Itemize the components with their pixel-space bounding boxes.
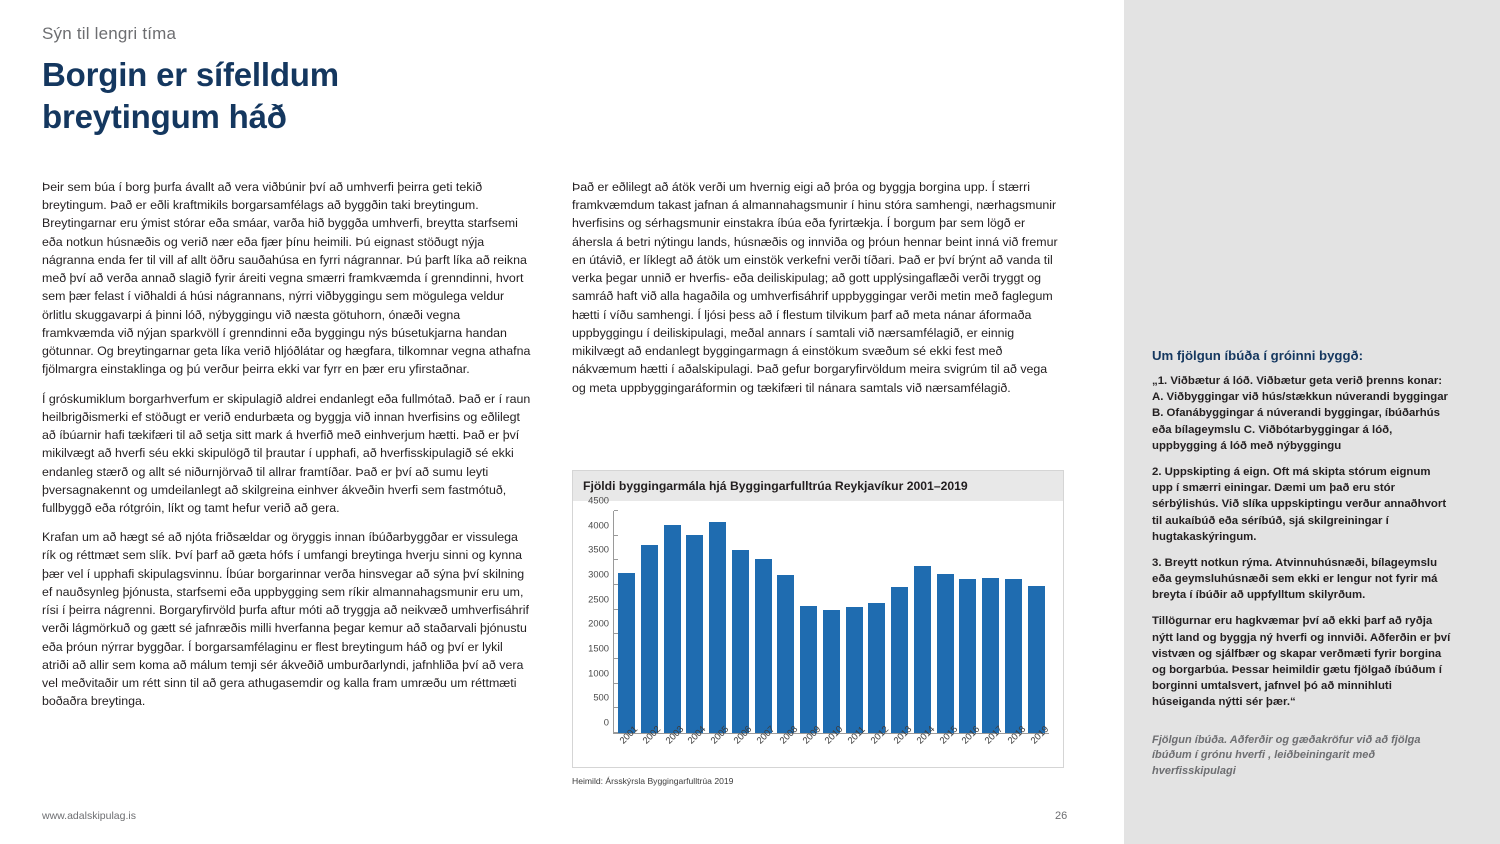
chart-x-tick-label: 2010 xyxy=(822,723,845,746)
chart-y-tick-label: 1000 xyxy=(588,667,609,679)
chart-y-tick-mark xyxy=(614,707,618,708)
chart-y-tick-mark xyxy=(614,510,618,511)
footer-url[interactable]: www.adalskipulag.is xyxy=(42,810,136,822)
chart-y-tick-label: 1500 xyxy=(588,642,609,654)
chart-x-tick-label: 2013 xyxy=(890,723,914,746)
chart-x-tick-label: 2005 xyxy=(708,723,731,746)
chart-x-tick-label: 2017 xyxy=(982,723,1005,746)
chart-y-tick-label: 3500 xyxy=(588,543,609,555)
chart-bar xyxy=(868,603,885,733)
chart-bar xyxy=(914,566,931,733)
chart-bar xyxy=(664,525,681,733)
chart-bar xyxy=(686,535,703,733)
page-title-line1: Borgin er sífelldum xyxy=(42,56,339,93)
chart-y-tick-label: 4500 xyxy=(588,494,609,506)
body-column-left xyxy=(42,178,532,722)
chart-y-tick-mark xyxy=(614,584,618,585)
paragraph: Í gróskumiklum borgarhverfum er skipulagið aldrei endanlegt eða fullmótað. Það er í raun heilbrigðismerki ef stöðugt er verið endurbæta og byggja við innan hverfisins og eðlilegt að íbúarnir hafi tækifæri til að setja sitt mark á hverfið með einhverjum hætti. Það er því mikilvægt að hverfi séu ekki skipulögð til þrautar í upphafi, að hverfisskipulagið sé ekki endanleg stærð og allt sé niðurnjörvað til allrar framtíðar. Það er því að sumu leyti þversagnakennt og umdeilanlegt að skilgreina einhver ákveðin hverfi sem fastmótuð, fullbyggð eða rótgróin, líkt og tamt hefur verið að gera. xyxy=(42,391,531,515)
side-paragraph: „1. Viðbætur á lóð. Viðbætur geta verið þrenns konar: A. Viðbyggingar við hús/stækkun núverandi byggingar B. Ofanábyggingar á núverandi byggingar, íbúðarhús eða bílageymslu C. Viðbótarbyggingar á lóð, uppbygging á lóð með nýbyggingu xyxy=(1152,375,1448,452)
chart-x-tick-label: 2014 xyxy=(913,723,937,746)
side-panel-content xyxy=(1152,348,1452,779)
chart-bar xyxy=(937,574,954,733)
page-title xyxy=(42,54,742,138)
paragraph: Þeir sem búa í borg þurfa ávallt að vera viðbúnir því að umhverfi þeirra geti tekið breytingum. Það er eðli kraftmikils borgarsamfélags að byggðin taki breytingum. Breytingarnar eru ýmist stórar eða smáar, varða hið byggða umhverfi, breytta starfsemi eða notkun húsnæðis og verið nær eða fjær þínu heimili. Þú eignast stöðugt nýja nágranna enda fer til vill af allt öðru sauðahúsa en fyrri nágrannar. Þú þarft líka að reikna með því að verða annað slagið fyrir áreiti vegna smærri framkvæmda í grenndinni, hvort sem þær felast í viðhaldi á húsi nágrannans, nýrri viðbyggingu sem mögulega veldur örlitlu skuggavarpi á þinni lóð, nýbyggingu við næsta götuhorn, ónæði vegna framkvæmda við nýjan sparkvöll í grenndinni eða byggingu nýs búsetukjarna handan götunnar. Og breytingarnar geta líka verið hljóðlátar og hægfara, tilkomnar vegna athafna fjölmargra einstaklinga og þú verður þeirra ekki var fyrr en þær eru yfirstaðnar. xyxy=(42,180,531,377)
chart-y-tick-label: 500 xyxy=(593,691,609,703)
side-paragraph: Tillögurnar eru hagkvæmar því að ekki þarf að ryðja nýtt land og byggja ný hverfi og innviði. Aðferðin er því vistvæn og sjálfbær og skapar verðmæti fyrir borgina og borgarbúa. Þessar heimildir gætu fjölgað íbúðum í borginni umtalsvert, jafnvel þó að minnihluti húseiganda nýtti sér þær.“ xyxy=(1152,615,1451,709)
side-panel-citation: Fjölgun íbúða. Aðferðir og gæðakröfur við að fjölga íbúðum í grónu hverfi , leiðbeiningarit með hverfisskipulagi xyxy=(1152,733,1421,777)
chart-bar xyxy=(1005,579,1022,733)
footer-page-number: 26 xyxy=(1055,810,1068,822)
chart-bar xyxy=(846,607,863,733)
chart-bar xyxy=(732,550,749,733)
chart-x-tick-label: 2001 xyxy=(617,723,640,746)
chart-y-tick-mark xyxy=(614,732,618,733)
chart-x-tick-label: 2008 xyxy=(776,723,800,746)
chart-bar xyxy=(618,573,635,733)
chart-y-tick-mark xyxy=(614,535,618,536)
chart-y-tick-label: 3000 xyxy=(588,568,609,580)
side-panel xyxy=(1124,0,1500,844)
chart-bars xyxy=(614,511,1049,733)
eyebrow-text: Sýn til lengri tíma xyxy=(42,24,177,43)
page-header xyxy=(42,24,742,138)
chart-y-tick-label: 2500 xyxy=(588,593,609,605)
chart-y-tick-label: 2000 xyxy=(588,617,609,629)
chart-title: Fjöldi byggingarmála hjá Byggingarfulltrúa Reykjavíkur 2001–2019 xyxy=(572,470,1064,501)
page-title-line2: breytingum háð xyxy=(42,98,287,136)
paragraph: Krafan um að hægt sé að njóta friðsældar og öryggis innan íbúðarbyggðar er vissulega rík og réttmæt sem slík. Því þarf að gæta hófs í umfangi breytinga hverju sinni og kynna þær vel í upphafi skipulagsvinnu. Íbúar borgarinnar verða hinsvegar að sýna því skilning ef nauðsynleg þjónusta, starfsemi eða uppbygging sem ríkir almannahagsmunir eru um, rísi í þeirra nágrenni. Borgaryfirvöld þurfa aftur móti að tryggja að neikvæð umhverfisáhrif verði lágmörkuð og gætt sé jafnræðis milli hverfanna þegar kemur að staðarvali þjónustu eða þróun nýrrar byggðar. Í borgarsamfélaginu er flest breytingum háð og því er lykil atriði að allir sem koma að málum temji sér ákveðið umburðarlyndi, jafnhliða því að vera vel meðvitaðir um rétt sinn til að gera athugasemdir og kalla fram umræðu um réttmæti boðaðra breytinga. xyxy=(42,530,529,709)
side-paragraph: 3. Breytt notkun rýma. Atvinnuhúsnæði, bílageymslu eða geymsluhúsnæði sem ekki er lengur not fyrir má breyta í íbúðir að uppfylltum skilyrðum. xyxy=(1152,556,1438,602)
chart-figure xyxy=(572,470,1064,786)
chart-bar xyxy=(959,579,976,733)
chart-x-tick-label: 2009 xyxy=(799,723,823,746)
side-panel-body xyxy=(1152,373,1452,711)
chart-bar xyxy=(641,545,658,733)
paragraph: Það er eðlilegt að átök verði um hvernig eigi að þróa og byggja borgina upp. Í stærri framkvæmdum takast jafnan á almannahagsmunir í hinu stóra samhengi, nærhagsmunir hverfisins og sérhagsmunir einstakra íbúa eða fyrirtækja. Í borgum þar sem lögð er áhersla á betri nýtingu lands, húsnæðis og innviða og þróun hennar beint inná við fremur en útávið, er líklegt að átök um einstök verkefni verði tíðari. Það er því brýnt að vanda til verka þegar unnið er hverfis- eða deiliskipulag; að gott upplýsingaflæði verði tryggt og samráð haft við alla hagaðila og umhverfisáhrif uppbyggingar verði metin með faglegum hætti í víðu samhengi. Í ljósi þess að í flestum tilvikum þarf að meta nánar áformaða uppbyggingu í deiliskipulagi, meðal annars í samtali við nærsamfélagið, er einnig mikilvægt að endanlegt byggingarmagn á einstökum svæðum sé ekki fest með nákvæmum hætti í aðalskipulagi. Það gefur borgaryfirvöldum meira svigrúm til að vega og meta uppbyggingaráformin og tækifæri til nánara samtals við nærsamfélagið. xyxy=(572,180,1058,395)
chart-y-tick-mark xyxy=(614,633,618,634)
chart-x-tick-label: 2007 xyxy=(753,723,777,746)
chart-bar xyxy=(823,610,840,733)
chart-x-tick-label: 2019 xyxy=(1027,723,1051,746)
chart-x-tick-label: 2016 xyxy=(959,723,982,746)
chart-x-tick-label: 2004 xyxy=(685,723,709,746)
chart-x-axis-labels xyxy=(613,723,1051,770)
chart-y-tick-mark xyxy=(614,559,618,560)
chart-y-tick-mark xyxy=(614,658,618,659)
chart-x-tick-label: 2012 xyxy=(868,723,891,746)
chart-x-tick-label: 2006 xyxy=(731,723,754,746)
chart-y-tick-label: 0 xyxy=(603,716,609,728)
chart-x-tick-label: 2003 xyxy=(662,723,686,746)
chart-canvas xyxy=(572,494,1064,768)
chart-source: Heimild: Ársskýrsla Byggingarfulltrúa 2019 xyxy=(572,776,734,786)
chart-bar xyxy=(755,559,772,733)
chart-x-tick-label: 2018 xyxy=(1005,723,1028,746)
chart-plot-area xyxy=(588,494,1049,734)
chart-bar xyxy=(891,587,908,733)
chart-bar xyxy=(800,606,817,733)
chart-y-tick-mark xyxy=(614,609,618,610)
chart-y-tick-mark xyxy=(614,683,618,684)
chart-x-tick-label: 2002 xyxy=(639,723,663,746)
chart-y-tick-label: 4000 xyxy=(588,519,609,531)
chart-bar xyxy=(982,578,999,733)
chart-bar xyxy=(777,575,794,733)
body-column-middle xyxy=(572,178,1064,408)
chart-x-tick-label: 2015 xyxy=(936,723,960,746)
side-panel-heading: Um fjölgun íbúða í gróinni byggð: xyxy=(1152,348,1363,363)
chart-bar xyxy=(709,522,726,733)
side-paragraph: 2. Uppskipting á eign. Oft má skipta stórum eignum upp í smærri einingar. Dæmi um það eru stór sérbýlishús. Við slíka uppskiptingu verður annaðhvort til aukaíbúð eða séríbúð, sjá skilgreiningar í hugtakaskýringum. xyxy=(1152,465,1447,543)
chart-x-tick-label: 2011 xyxy=(845,723,868,746)
chart-bar xyxy=(1028,586,1045,733)
